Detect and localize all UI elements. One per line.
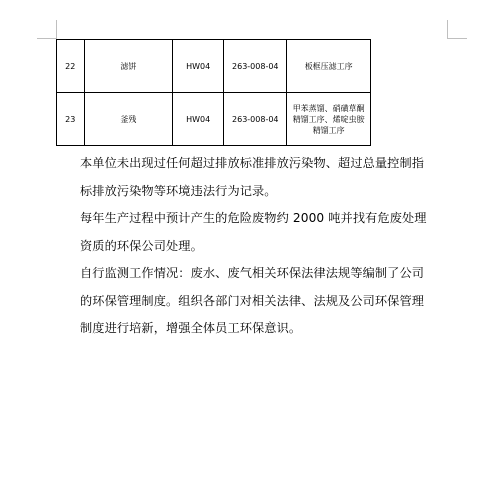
table-row — [57, 93, 371, 146]
table-row — [57, 40, 371, 93]
waste-name: 滤饼 — [84, 40, 173, 93]
waste-name: 釜残 — [84, 93, 173, 146]
hazardous-waste-table — [56, 39, 371, 146]
text-line: 资质的环保公司处理。 — [80, 238, 203, 253]
body-text — [80, 150, 452, 343]
text-line: 标排放污染物等环境违法行为记录。 — [80, 183, 277, 198]
source-process: 甲苯蒸馏、硝磺草酮精馏工序、烯啶虫胺精馏工序 — [287, 93, 371, 146]
waste-category: HW04 — [173, 40, 224, 93]
text-line: 每年生产过程中预计产生的危险废物约 2000 吨并找有危废处理 — [80, 211, 427, 225]
row-number: 23 — [57, 93, 85, 146]
corner-mark-top-right — [447, 20, 448, 39]
text-line: 本单位未出现过任何超过排放标准排放污染物、超过总量控制指 — [80, 156, 425, 170]
paragraph — [80, 205, 452, 260]
paragraph — [80, 150, 452, 205]
source-process: 板框压滤工序 — [287, 40, 371, 93]
corner-mark-top-right — [447, 38, 467, 39]
waste-code: 263-008-04 — [224, 93, 287, 146]
corner-mark-top-left — [37, 38, 57, 39]
paragraph — [80, 260, 452, 343]
text-line: 制度进行培新，增强全体员工环保意识。 — [80, 321, 302, 335]
row-number: 22 — [57, 40, 85, 93]
waste-code: 263-008-04 — [224, 40, 287, 93]
corner-mark-top-left — [56, 20, 57, 39]
text-line: 自行监测工作情况：废水、废气相关环保法律法规等编制了公司 — [80, 266, 425, 280]
waste-category: HW04 — [173, 93, 224, 146]
text-line: 的环保管理制度。组织各部门对相关法律、法规及公司环保管理 — [80, 293, 425, 308]
